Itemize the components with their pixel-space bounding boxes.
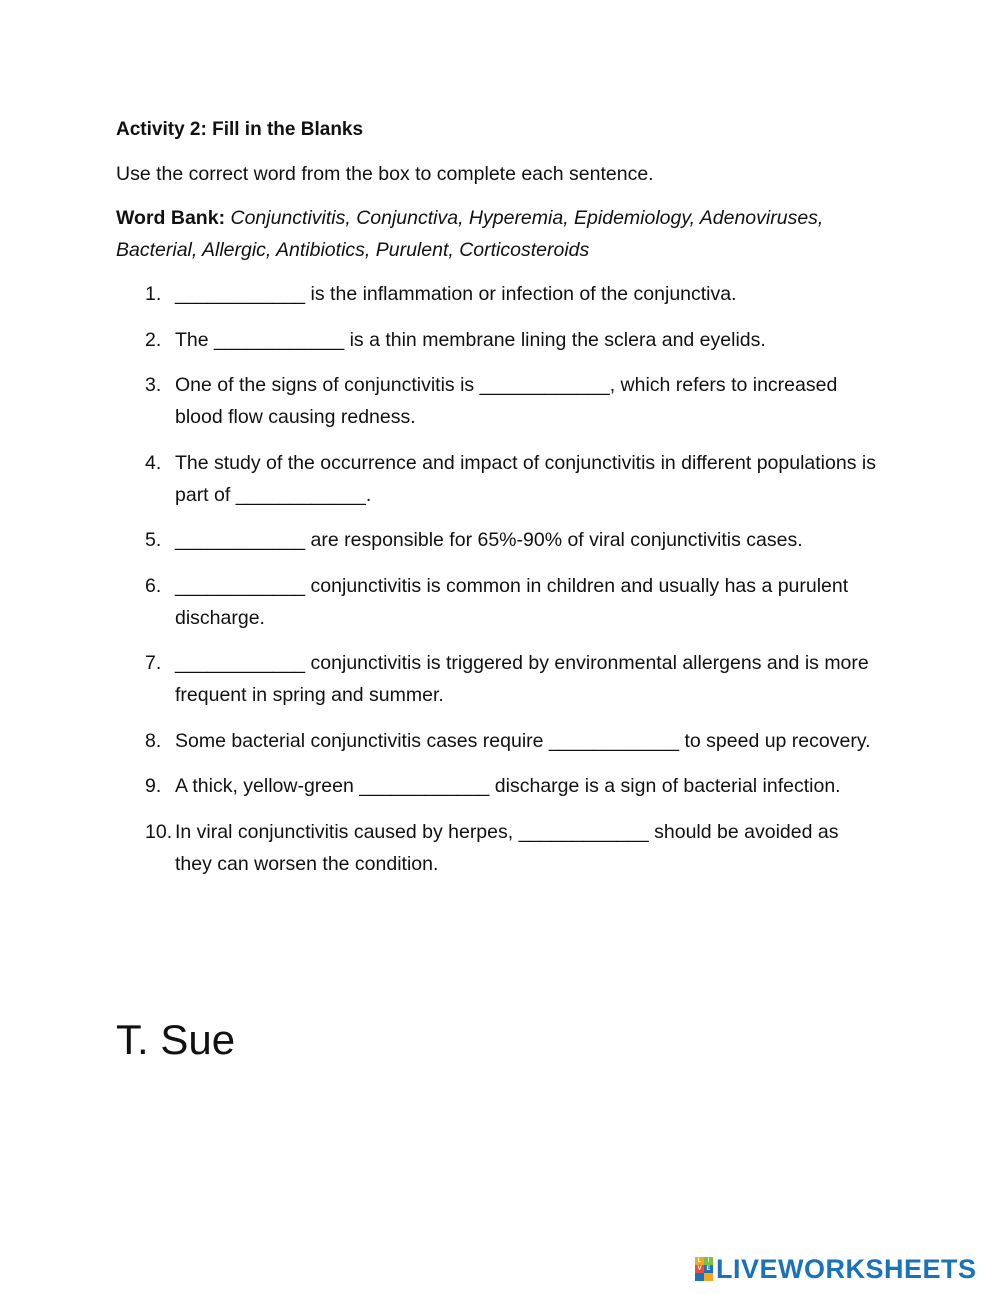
question-list: [116, 278, 876, 880]
word-bank-label: Word Bank:: [116, 207, 226, 229]
question-number: 2.: [145, 328, 162, 351]
question-item: [116, 570, 876, 634]
question-item: [116, 725, 876, 757]
question-text: Some bacterial conjunctivitis cases require ____________ to speed up recovery.: [175, 729, 871, 752]
question-number: 4.: [145, 451, 162, 474]
activity-title: Activity 2: Fill in the Blanks: [116, 119, 364, 140]
question-number: 1.: [145, 283, 162, 305]
worksheet: [116, 112, 876, 893]
question-text: ____________ is the inflammation or infection of the conjunctiva.: [175, 283, 737, 305]
question-number: 8.: [145, 729, 162, 752]
question-text: ____________ conjunctivitis is triggered by environmental allergens and is more frequent in spring and summer.: [175, 652, 869, 706]
question-text: The ____________ is a thin membrane lining the sclera and eyelids.: [175, 328, 766, 351]
question-item: [116, 447, 876, 511]
question-text: ____________ conjunctivitis is common in children and usually has a purulent discharge.: [175, 574, 849, 629]
question-number: 10.: [145, 820, 173, 843]
question-text: A thick, yellow-green ____________ discharge is a sign of bacterial infection.: [175, 775, 841, 797]
question-item: [116, 278, 876, 310]
question-item: [116, 369, 876, 433]
question-text: ____________ are responsible for 65%-90% of viral conjunctivitis cases.: [175, 529, 803, 551]
question-number: 9.: [145, 775, 162, 797]
liveworksheets-logo[interactable]: [695, 1254, 977, 1284]
question-number: 3.: [145, 374, 162, 396]
question-item: [116, 524, 876, 556]
question-item: [116, 647, 876, 711]
signature: T. Sue: [116, 1016, 236, 1063]
question-number: 6.: [145, 574, 162, 597]
question-item: [116, 770, 876, 802]
question-text: The study of the occurrence and impact of conjunctivitis in different populations is part of ____________.: [175, 451, 876, 506]
question-item: [116, 324, 876, 356]
instructions: Use the correct word from the box to complete each sentence.: [116, 163, 654, 185]
logo-text: LIVEWORKSHEETS: [716, 1253, 977, 1284]
question-text: One of the signs of conjunctivitis is ____________, which refers to increased blood flow causing redness.: [175, 374, 838, 428]
logo-mark-icon: L I V E: [695, 1257, 713, 1281]
question-number: 7.: [145, 652, 162, 674]
word-bank: [116, 202, 876, 266]
question-number: 5.: [145, 529, 162, 551]
question-text: In viral conjunctivitis caused by herpes, ____________ should be avoided as they can worsen the condition.: [175, 820, 839, 875]
question-item: [116, 816, 876, 880]
word-bank-words: Conjunctivitis, Conjunctiva, Hyperemia, Epidemiology, Adenoviruses, Bacterial, Allergic, Antibiotics, Purulent, Corticosteroids: [116, 207, 824, 261]
